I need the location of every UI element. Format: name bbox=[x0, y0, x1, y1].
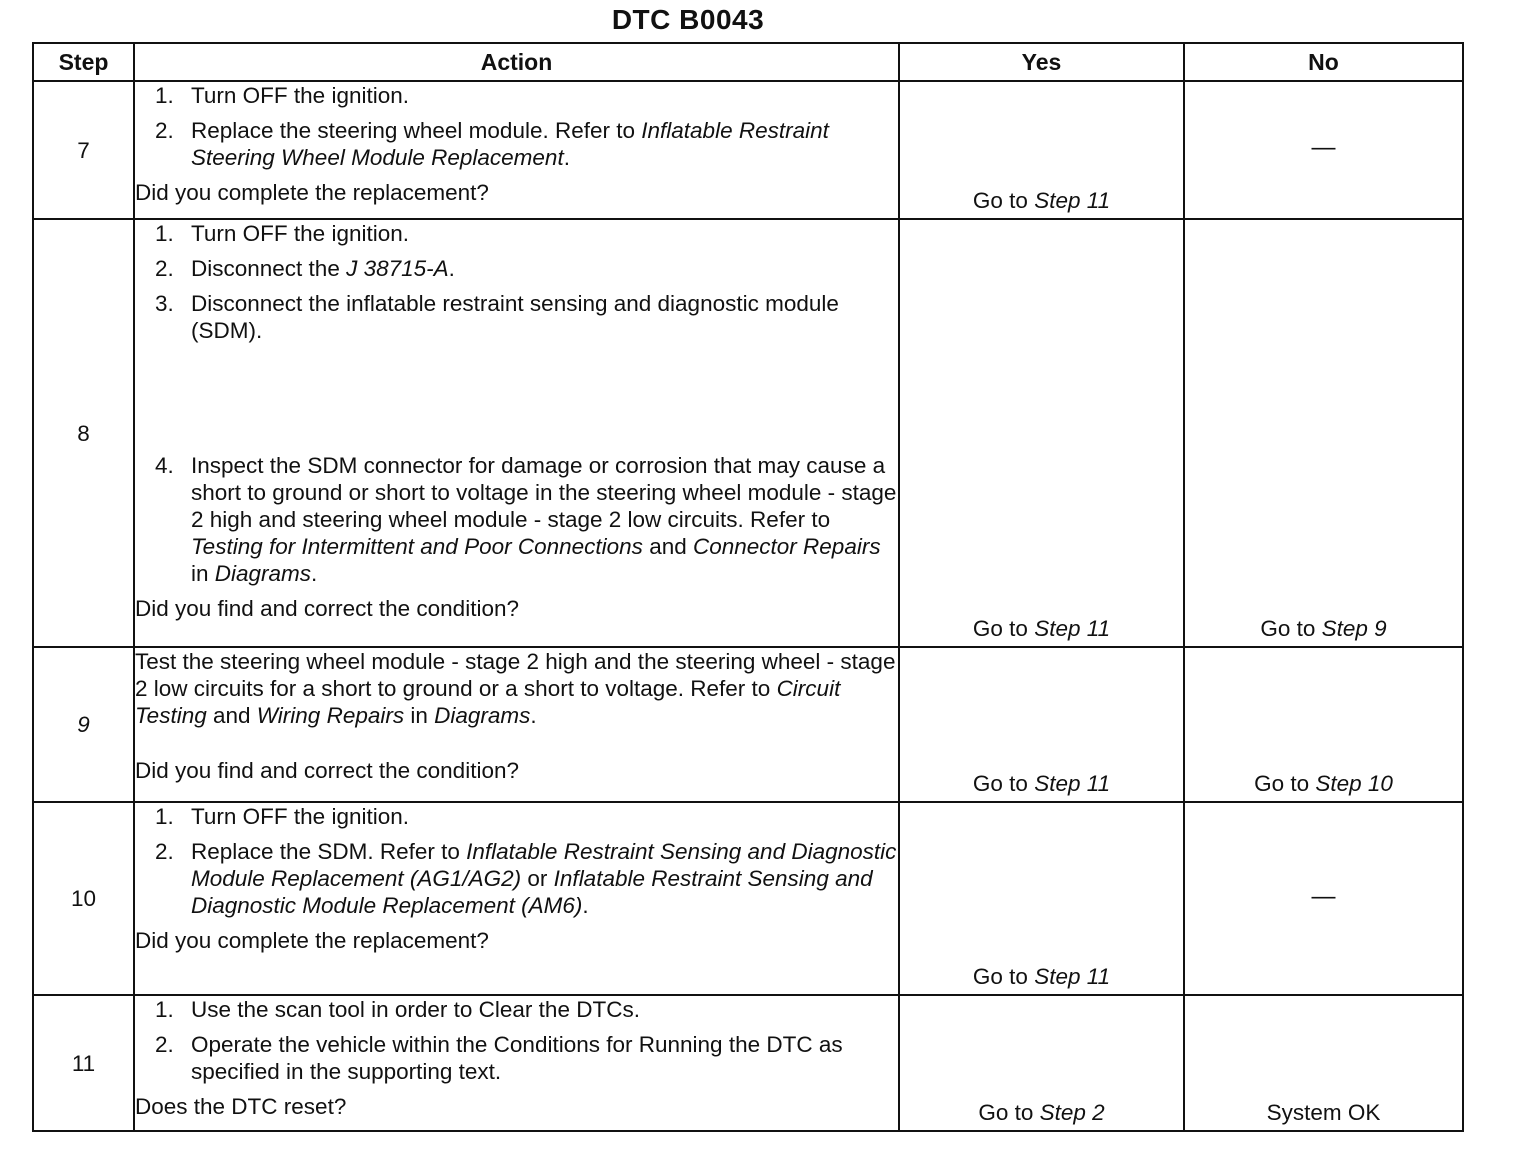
question-text: Did you complete the replacement? bbox=[135, 928, 489, 953]
reference-link: Circuit Testing bbox=[135, 676, 841, 728]
list-item: 2. Disconnect the J 38715-A. bbox=[155, 256, 455, 281]
action-cell bbox=[134, 219, 899, 647]
action-list bbox=[135, 82, 898, 171]
action-cell bbox=[134, 802, 899, 995]
header-action: Action bbox=[134, 43, 899, 81]
list-item: 2. Operate the vehicle within the Conditions for Running the DTC as specified in the supporting text. bbox=[155, 1032, 843, 1084]
list-item: 3. Disconnect the inflatable restraint sensing and diagnostic module (SDM). bbox=[155, 291, 839, 343]
spacer bbox=[135, 729, 898, 755]
reference-link: Wiring Repairs bbox=[256, 703, 405, 728]
reference-link: Inflatable Restraint Sensing and Diagnostic Module Replacement (AM6) bbox=[191, 866, 873, 918]
header-yes: Yes bbox=[899, 43, 1184, 81]
list-item: 1. Turn OFF the ignition. bbox=[155, 221, 410, 246]
step-number: 10 bbox=[33, 802, 134, 995]
no-cell bbox=[1184, 81, 1463, 219]
list-item: 4. Inspect the SDM connector for damage or corrosion that may cause a short to ground or short to voltage in the steering wheel module - stage 2 high and steering wheel module - stage 2 low circuits. Refer to Testing for Intermittent and Poor Connections and Connector Repairs in Diagrams. bbox=[155, 453, 897, 586]
reference-link: Inflatable Restraint Steering Wheel Module Replacement bbox=[191, 118, 829, 170]
reference-link: Testing for Intermittent and Poor Connections bbox=[191, 534, 643, 559]
table-header-row bbox=[33, 43, 1463, 81]
table-row-step-9 bbox=[33, 647, 1463, 802]
no-result: System OK bbox=[1266, 1100, 1381, 1125]
step-number: 11 bbox=[33, 995, 134, 1131]
list-item: 1. Use the scan tool in order to Clear the DTCs. bbox=[155, 997, 640, 1022]
list-item: 2. Replace the steering wheel module. Refer to Inflatable Restraint Steering Wheel Module Replacement. bbox=[155, 118, 829, 170]
question-text: Did you find and correct the condition? bbox=[135, 758, 519, 783]
question-text: Does the DTC reset? bbox=[135, 1094, 347, 1119]
yes-result: Go to Step 11 bbox=[972, 188, 1111, 213]
yes-result: Go to Step 2 bbox=[978, 1100, 1105, 1125]
reference-link: Inflatable Restraint Sensing and Diagnostic Module Replacement (AG1/AG2) bbox=[191, 839, 897, 891]
action-list bbox=[135, 996, 898, 1085]
yes-result: Go to Step 11 bbox=[972, 616, 1111, 641]
question-text: Did you complete the replacement? bbox=[135, 180, 489, 205]
no-result: Go to Step 9 bbox=[1260, 616, 1387, 641]
no-result: Go to Step 10 bbox=[1254, 771, 1393, 796]
action-cell bbox=[134, 995, 899, 1131]
table-row-step-10 bbox=[33, 802, 1463, 995]
yes-result: Go to Step 11 bbox=[972, 771, 1111, 796]
yes-result: Go to Step 11 bbox=[972, 964, 1111, 989]
no-cell bbox=[1184, 219, 1463, 647]
question-text: Did you find and correct the condition? bbox=[135, 596, 519, 621]
yes-cell bbox=[899, 647, 1184, 802]
step-number: 8 bbox=[33, 219, 134, 647]
table-row-step-11 bbox=[33, 995, 1463, 1131]
no-result-dash: — bbox=[1311, 882, 1336, 910]
header-no: No bbox=[1184, 43, 1463, 81]
no-cell bbox=[1184, 802, 1463, 995]
action-list bbox=[135, 220, 898, 587]
diagnostic-table bbox=[32, 42, 1464, 1132]
step-number: 7 bbox=[33, 81, 134, 219]
yes-cell bbox=[899, 219, 1184, 647]
no-result-dash: — bbox=[1311, 133, 1336, 161]
action-list bbox=[135, 803, 898, 919]
yes-cell bbox=[899, 802, 1184, 995]
step-number: 9 bbox=[33, 647, 134, 802]
no-cell bbox=[1184, 995, 1463, 1131]
page-title: DTC B0043 bbox=[611, 4, 765, 35]
table-row-step-8 bbox=[33, 219, 1463, 647]
list-item: 1. Turn OFF the ignition. bbox=[155, 804, 410, 829]
action-cell bbox=[134, 647, 899, 802]
list-item: 2. Replace the SDM. Refer to Inflatable Restraint Sensing and Diagnostic Module Replacement (AG1/AG2) or Inflatable Restraint Sensing and Diagnostic Module Replacement (AM6). bbox=[155, 839, 897, 918]
reference-link: Diagrams bbox=[214, 561, 312, 586]
yes-cell bbox=[899, 81, 1184, 219]
header-step: Step bbox=[33, 43, 134, 81]
action-paragraph: Test the steering wheel module - stage 2 high and the steering wheel - stage 2 low circuits for a short to ground or a short to voltage. Refer to Circuit Testing and Wiring Repairs in Diagrams. bbox=[135, 649, 896, 728]
table-row-step-7 bbox=[33, 81, 1463, 219]
reference-link: Connector Repairs bbox=[692, 534, 881, 559]
reference-link: J 38715-A bbox=[346, 256, 449, 281]
action-cell bbox=[134, 81, 899, 219]
reference-link: Diagrams bbox=[434, 703, 531, 728]
list-item: 1. Turn OFF the ignition. bbox=[155, 83, 410, 108]
spacer bbox=[135, 352, 898, 444]
yes-cell bbox=[899, 995, 1184, 1131]
no-cell bbox=[1184, 647, 1463, 802]
